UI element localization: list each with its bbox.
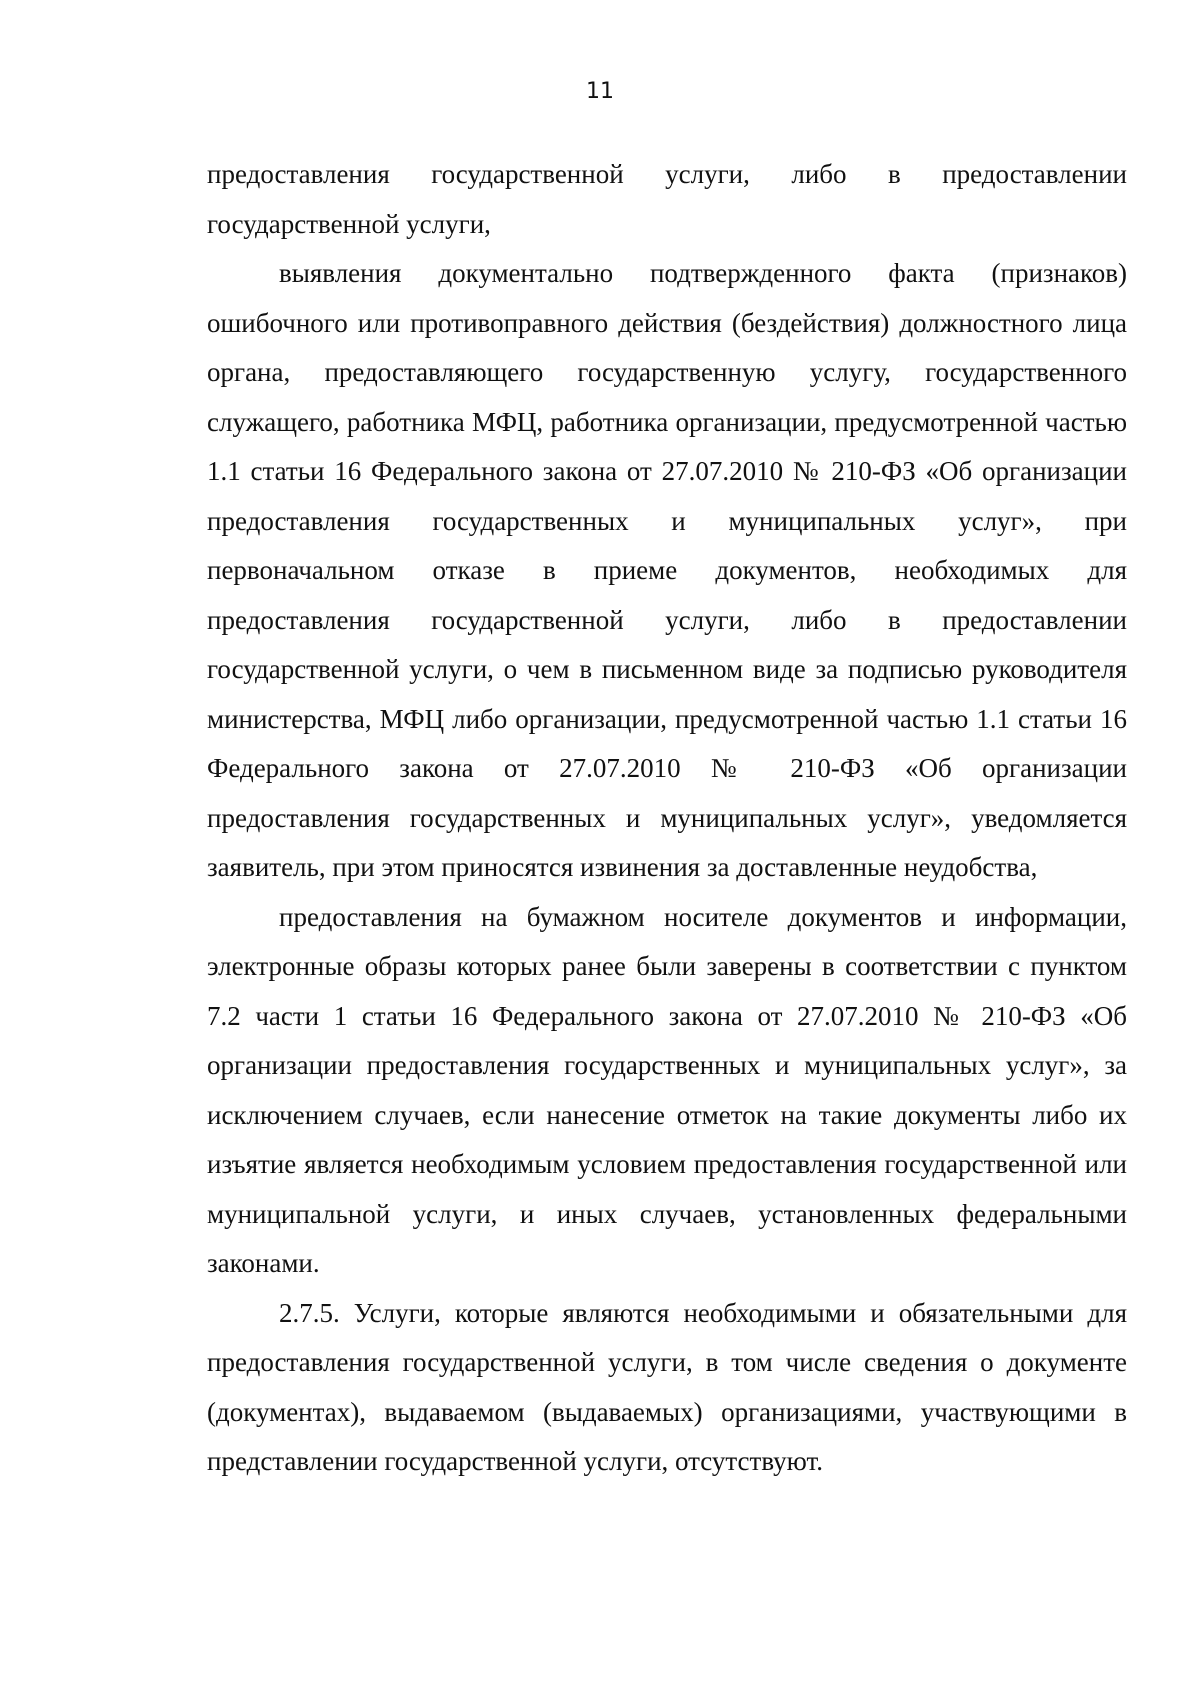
paragraph-error-detection: выявления документально подтвержденного факта (признаков) ошибочного или противоправного действия (бездействия) должностного лица органа, предоставляющего государственную услугу, государственного служащего, работника МФЦ, работника организации, предусмотренной частью 1.1 статьи 16 Федерального закона от 27.07.2010 № 210-ФЗ «Об организации предоставления государственных и муниципальных услуг», при первоначальном отказе в приеме документов, необходимых для предоставления государственной услуги, либо в предоставлении государственной услуги, о чем в письменном виде за подписью руководителя министерства, МФЦ либо организации, предусмотренной частью 1.1 статьи 16 Федерального закона от 27.07.2010 № 210-ФЗ «Об организации предоставления государственных и муниципальных услуг», уведомляется заявитель, при этом приносятся извинения за доставленные неудобства, — [207, 258, 1127, 882]
paragraph-paper-documents: предоставления на бумажном носителе документов и информации, электронные образы которых ранее были заверены в соответствии с пунктом 7.2 части 1 статьи 16 Федерального закона от 27.07.2010 № 210-ФЗ «Об организации предоставления государственных и муниципальных услуг», за исключением случаев, если нанесение отметок на такие документы либо их изъятие является необходимым условием предоставления государственной или муниципальной услуги, и иных случаев, установленных федеральными законами. — [207, 901, 1127, 1278]
paragraph-continuation: предоставления государственной услуги, либо в предоставлении государственной услуги, — [207, 159, 1127, 239]
paragraph-section-2-7-5: 2.7.5. Услуги, которые являются необходимыми и обязательными для предоставления государственной услуги, в том числе сведения о документе (документах), выдаваемом (выдаваемых) организациями, участвующими в представлении государственной услуги, отсутствуют. — [207, 1297, 1127, 1476]
page-number: 11 — [586, 79, 614, 104]
document-body — [207, 150, 1127, 1487]
